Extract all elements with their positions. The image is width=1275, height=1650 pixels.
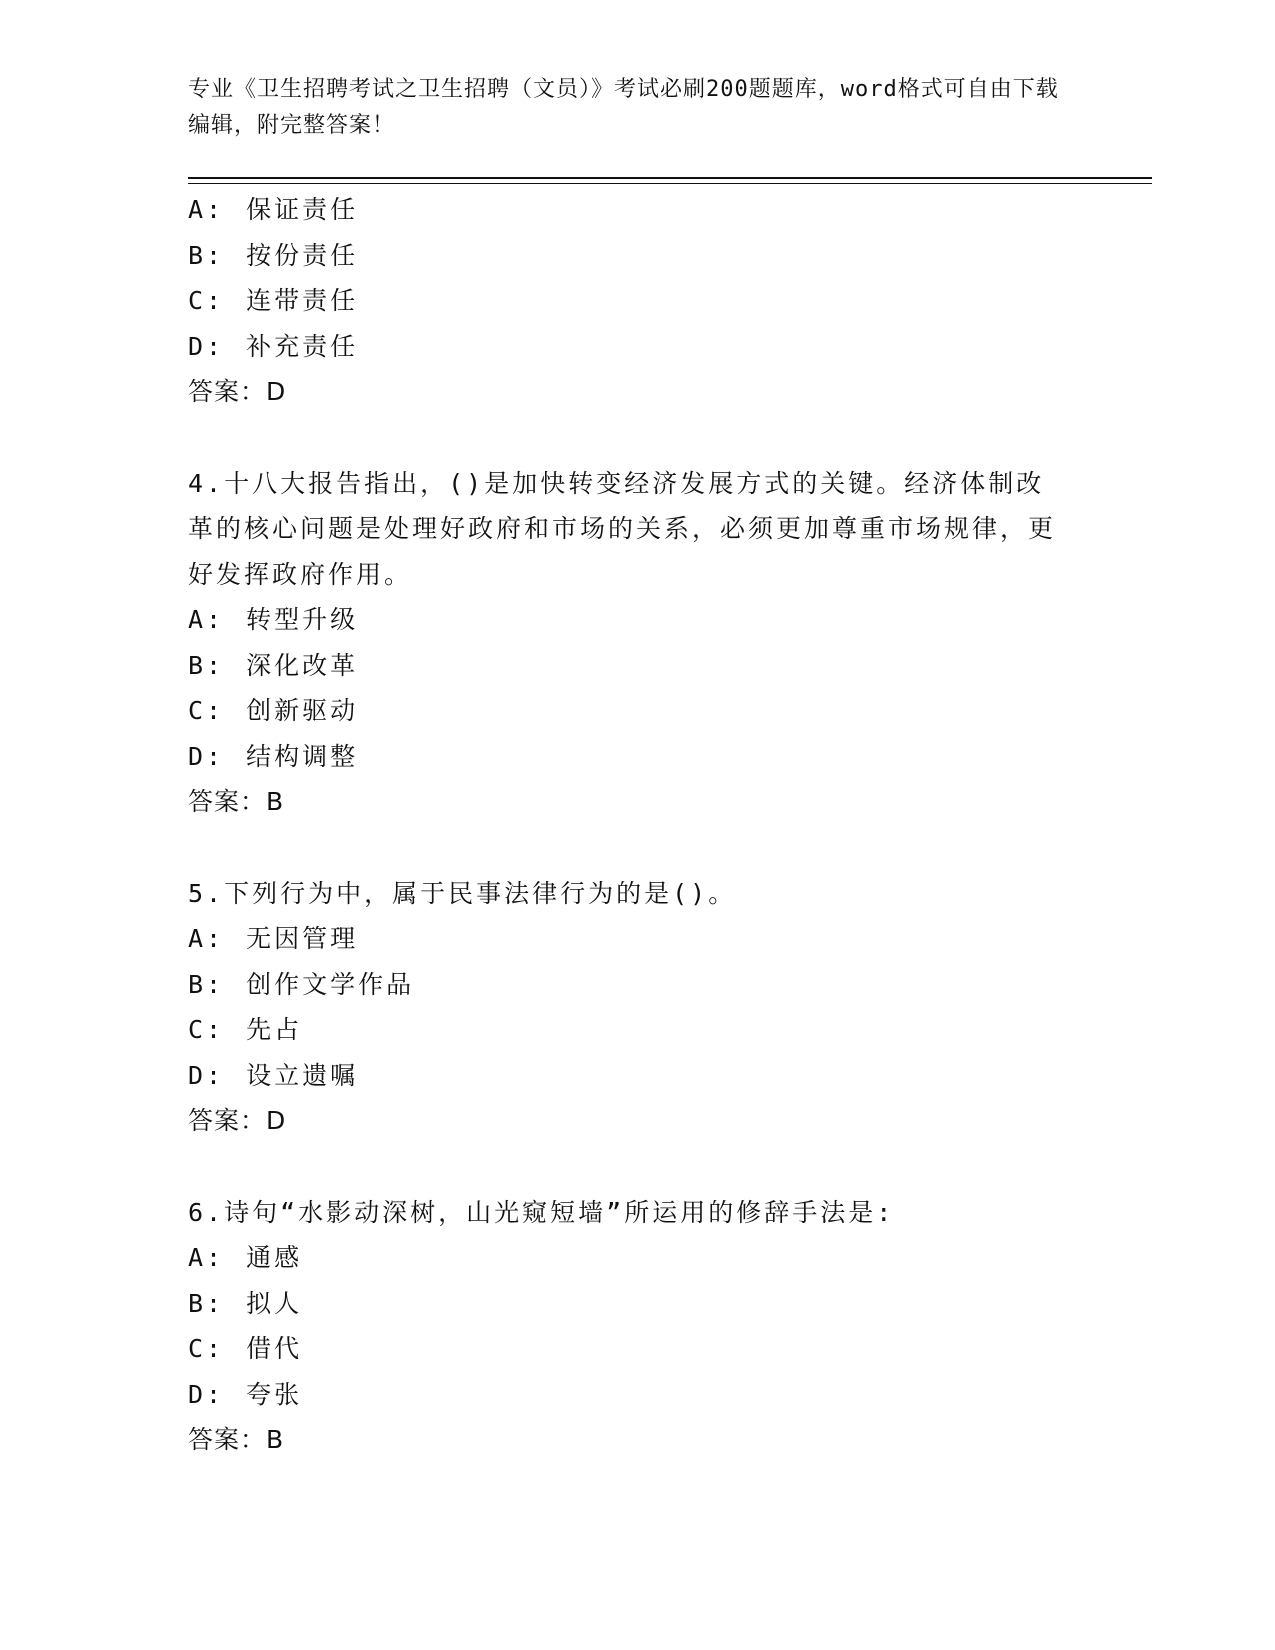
option-d xyxy=(188,1372,1068,1418)
option-text: 保证责任 xyxy=(246,195,359,224)
option-key: B: xyxy=(188,1288,225,1318)
question-6 xyxy=(188,1190,1068,1463)
option-key: A: xyxy=(188,1243,225,1272)
option-c xyxy=(188,278,1068,324)
option-b xyxy=(188,962,1068,1008)
document-header: 专业《卫生招聘考试之卫生招聘（文员）》考试必刷200题题库，word格式可自由下载编辑，附完整答案！ xyxy=(188,77,1059,138)
question-stem: 5.下列行为中，属于民事法律行为的是()。 xyxy=(188,878,737,908)
option-b xyxy=(188,1281,1068,1327)
question-3 xyxy=(188,187,1068,415)
option-text: 结构调整 xyxy=(246,741,359,771)
option-key: A: xyxy=(188,924,225,953)
answer: 答案：B xyxy=(188,787,285,816)
option-text: 夸张 xyxy=(246,1379,303,1409)
header-rule-thin xyxy=(188,183,1152,184)
answer: 答案：B xyxy=(188,1425,285,1454)
option-key: B: xyxy=(188,240,225,270)
option-text: 设立遗嘱 xyxy=(246,1060,359,1090)
option-key: C: xyxy=(188,1334,225,1363)
option-text: 转型升级 xyxy=(246,605,359,634)
question-5 xyxy=(188,871,1068,1144)
answer: 答案：D xyxy=(188,377,287,406)
option-c xyxy=(188,1326,1068,1372)
option-c xyxy=(188,1007,1068,1053)
option-key: D: xyxy=(188,1379,225,1409)
question-list xyxy=(188,187,1068,1463)
header-rule-thick xyxy=(188,177,1152,179)
option-a xyxy=(188,1235,1068,1281)
option-key: C: xyxy=(188,696,225,725)
option-key: B: xyxy=(188,969,225,999)
option-key: C: xyxy=(188,286,225,315)
question-stem: 6.诗句“水影动深树，山光窥短墙”所运用的修辞手法是: xyxy=(188,1197,895,1227)
option-text: 拟人 xyxy=(246,1288,303,1318)
option-a xyxy=(188,597,1068,643)
option-text: 连带责任 xyxy=(246,286,359,315)
option-b xyxy=(188,643,1068,689)
option-a xyxy=(188,187,1068,233)
option-text: 无因管理 xyxy=(246,924,359,953)
option-text: 先占 xyxy=(246,1015,303,1044)
option-key: D: xyxy=(188,331,225,361)
option-c xyxy=(188,688,1068,734)
option-text: 创新驱动 xyxy=(246,696,359,725)
option-key: A: xyxy=(188,605,225,634)
option-d xyxy=(188,734,1068,780)
option-text: 深化改革 xyxy=(246,650,359,680)
option-text: 补充责任 xyxy=(246,331,359,361)
option-b xyxy=(188,233,1068,279)
option-d xyxy=(188,324,1068,370)
option-key: A: xyxy=(188,195,225,224)
question-4 xyxy=(188,461,1068,825)
option-a xyxy=(188,916,1068,962)
option-text: 创作文学作品 xyxy=(246,969,415,999)
answer: 答案：D xyxy=(188,1106,287,1135)
option-text: 按份责任 xyxy=(246,240,359,270)
option-key: D: xyxy=(188,741,225,771)
option-key: D: xyxy=(188,1060,225,1090)
question-stem: 4.十八大报告指出，()是加快转变经济发展方式的关键。经济体制改革的核心问题是处理好政府和市场的关系，必须更加尊重市场规律，更好发挥政府作用。 xyxy=(188,468,1057,589)
option-key: C: xyxy=(188,1015,225,1044)
option-text: 通感 xyxy=(246,1243,303,1272)
option-key: B: xyxy=(188,650,225,680)
option-d xyxy=(188,1053,1068,1099)
option-text: 借代 xyxy=(246,1334,303,1363)
